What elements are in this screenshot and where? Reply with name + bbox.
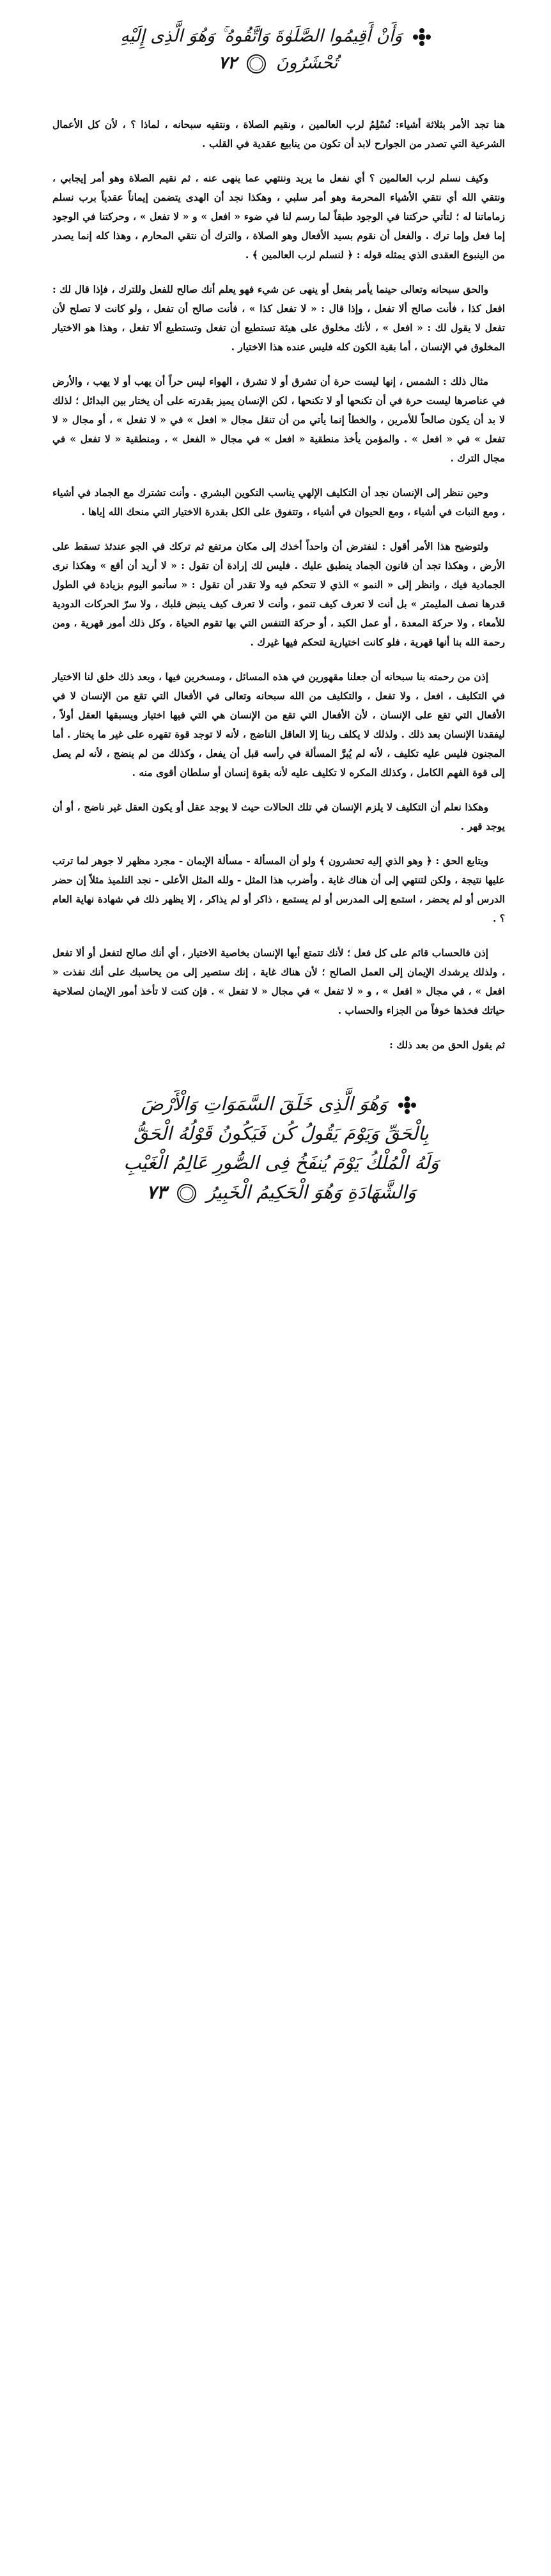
commentary-body (52, 115, 505, 1070)
paragraph-2: وكيف نسلم لرب العالمين ؟ أي نفعل ما يريد وننتهي عما ينهى عنه ، ثم نقيم الصلاة وهو أمر إيجابي ، ونتقي الله أي نتقي الأشياء المحرمة وهو أمر سلبي ، وهكذا نجد أن الهدى يتضمن إيماناً عقدياً برب نسلم زماماتنا له ؛ لتأتي حركتنا في الوجود طبقاً لما رسم لنا في ضوء « افعل » و « لا تفعل » ، وحركتنا في الوجود إما فعل وإما ترك . والفعل أن نقوم بسيد الأفعال وهو الصلاة ، والترك أن نتقي المحارم ، وهذا كله إنما يصدر من الينبوع العقدى الذي يمثله قوله : ﴿ لنسلم لرب العالمين ﴾ . (52, 172, 505, 261)
closing-line: ثم يقول الحق من بعد ذلك : (389, 1039, 505, 1051)
paragraph-5: وحين ننظر إلى الإنسان نجد أن التكليف الإلهي يناسب التكوين البشري . وأنت تشترك مع الجماد في أشياء ، ومع النبات في أشياء ، ومع الحيوان في أشياء ، وتتفوق على الكل بقدرة الاختيار التي منحك الله إياها . (52, 486, 505, 518)
bottom-verse (77, 1089, 486, 1207)
paragraph-1: هنا تجد الأمر بثلاثة أشياء: نُسْلِمُ لرب العالمين ، ونقيم الصلاة ، ونتقيه سبحانه ، لماذا ؟ ، لأن كل الأعمال الشرعية التي تصدر من الجوارح لابد أن تكون من ينابيع عقدية في القلب . (52, 118, 505, 150)
paragraph-3: والحق سبحانه وتعالى حينما يأمر بفعل أو ينهى عن شيء فهو يعلم أنك صالح للفعل وللترك ، فإذا قال لك : افعل كذا ، فأنت صالح ألا تفعل ، وإذا قال : « لا تفعل كذا » ، فأنت صالح أن تفعل ، ولو كانت لا تصلح لأن تفعل لا يقول لك : « افعل » ، لأنك مخلوق على هيئة تستطيع أن تفعل وتستطيع ألا تفعل ، وهذا هو الاختيار المخلوق في الإنسان ، أما بقية الكون كله فليس عنده هذا الاختيار . (52, 283, 505, 353)
top-verse-line-1: وَأَنْ أَقِيمُوا الصَّلَوٰةَ وَاتَّقُوهُ ۚ وَهُوَ الَّذِى إِلَيْهِ (120, 26, 403, 46)
bottom-verse-line-1: وَهُوَ الَّذِى خَلَقَ السَّمَوَاتِ وَالْأَرْضَ (141, 1093, 387, 1115)
ayah-end-marker-icon (176, 1183, 197, 1204)
paragraph-8: وهكذا نعلم أن التكليف لا يلزم الإنسان في تلك الحالات حيث لا يوجد عقل أو يكون العقل غير ناضج ، أو أن يوجد قهر . (52, 801, 505, 832)
top-ayah-number: ٧٢ (218, 53, 237, 73)
bottom-verse-line-4: وَالشَّهَادَةِ وَهُوَ الْحَكِيمُ الْخَبِيرُ (206, 1181, 416, 1203)
flower-ornament-icon (412, 27, 432, 47)
top-verse-line-2: تُحْشَرُونَ (276, 53, 338, 73)
bottom-ayah-number: ٧٣ (146, 1181, 167, 1203)
paragraph-10: إذن فالحساب قائم على كل فعل ؛ لأنك تتمتع أيها الإنسان بخاصية الاختيار ، أي أنك صالح لتفعل أو ألا تفعل ، ولذلك يرشدك الإيمان إلى العمل الصالح ؛ لأن هناك غاية ، إنك ستصير إلى من يحاسبك على أنك نفذت « افعل » ، في مجال « افعل » ، و « لا تفعل » في مجال « لا تفعل » . فإن كنت لا تأخذ أمور الإيمان لصلاحية حياتك فخذها خوفاً من الجزاء والحساب . (52, 947, 505, 1016)
paragraph-6: ولتوضيح هذا الأمر أقول : لنفترض أن واحداً أخذك إلى مكان مرتفع ثم تركك في الجو عندئذ تسقط على الأرض ، وهكذا تجد أن قانون الجماد ينطبق عليك . فليس لك إرادة أن تقول : « لا أريد أن أقع » وهكذا نرى الجمادية فيك ، وانظر إلى « النمو » الذي لا تتحكم فيه ولا تقدر أن تقول : « سأنمو اليوم بزيادة في الطول قدرها نصف المليمتر » بل أنت لا تعرف كيف تنمو ، وأنت لا تعرف كيف ينبض قلبك ، ولا سرّ الحركات الدودية للأمعاء ، ولا حركة المعدة ، أو عمل الكبد ، أو حركة التنفس التي بها تقوم الحياة ، وكل ذلك أمور قهرية ، ومن رحمة الله بنا أنها قهرية ، فلو كانت اختيارية لتحكم فيها غيرك . (52, 540, 505, 648)
paragraph-7: إذن من رحمته بنا سبحانه أن جعلنا مقهورين في هذه المسائل ، ومسخرين فيها ، وبعد ذلك خلق لنا الاختيار في التكليف ، افعل ، ولا تفعل ، والتكليف من الله سبحانه وتعالى في الأفعال التي تقع من الإنسان لا في الأفعال التي تقع على الإنسان ، لأن الأفعال التي تقع من الإنسان هي التي فيها اختيار ويسبقها العقل أولاً ، ليفقدنا الإنسان بعد ذلك . ولذلك لا يكلف ربنا إلا العاقل الناضج ، لأنه لا توجد قوة تقهره على غير ما يختار . أما المجنون فليس عليه تكليف ، لأنه لم يُبرَّ المسألة في رأسه قبل أن يفعل ، وكذلك من لم ينضج ، لأنه لم يصل إلى قوة الفهم الكامل ، وكذلك المكره لا تكليف عليه لأنه بقوة إنسان أو سلطان أقوى منه . (52, 671, 505, 779)
paragraph-9: ويتابع الحق : ﴿ وهو الذي إليه تحشرون ﴾ ولو أن المسألة - مسألة الإيمان - مجرد مظهر لا جوهر لما ترتب عليها نتيجة ، ولكن لتنتهي إلى أن هناك غاية . وأضرب هذا المثل - ولله المثل الأعلى - نجد التلميذ مثلاً إن حضر الدرس أو لم يحضر ، استمع إلى المدرس أو لم يستمع ، ذاكر أو لم يذاكر ، إلا يظهر ذلك في شهادة نهاية العام ؟ . (52, 855, 505, 924)
bottom-verse-line-3: وَلَهُ الْمُلْكُ يَوْمَ يُنفَخُ فِى الصُّورِ عَالِمُ الْغَيْبِ (123, 1152, 439, 1174)
bottom-verse-line-2: بِالْحَقِّ وَيَوْمَ يَقُولُ كُن فَيَكُونُ قَوْلُهُ الْحَقُّ (134, 1122, 429, 1144)
top-verse (83, 23, 473, 77)
paragraph-4: مثال ذلك : الشمس ، إنها ليست حرة أن تشرق أو لا تشرق ، الهواء ليس حراً أن يهب أو لا يهب ، والأرض في عناصرها ليست حرة في أن تكنحها أو لا تكنحها ، لكن الإنسان يميز بقدرته على أن يختار بين البدائل ؛ لذلك لا بد أن يكون صالحاً للأمرين ، والخطأ إنما يأتي من أن تنقل مجال « افعل » في « لا تفعل » ، أو مجال « لا تفعل » في « افعل » . والمؤمن يأخذ منطقية « افعل » في مجال « الفعل » ، ومنطقية « لا تفعل » في مجال الترك . (52, 375, 505, 464)
ayah-end-marker-icon (246, 54, 267, 74)
flower-ornament-icon (397, 1095, 417, 1115)
